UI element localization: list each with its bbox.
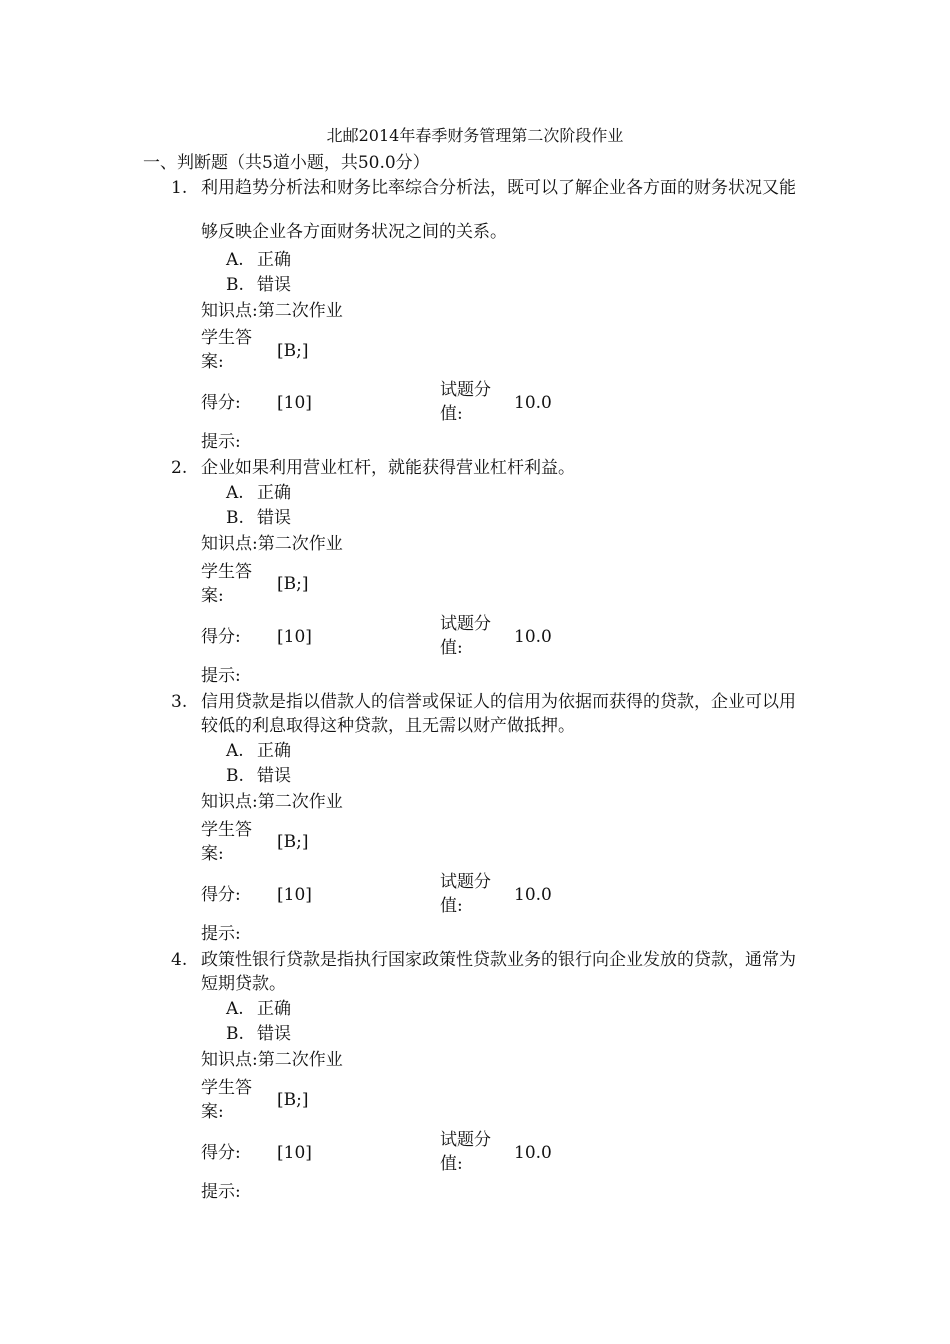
question-text: 信用贷款是指以借款人的信誉或保证人的信用为依据而获得的贷款，企业可以用较低的利息取得这种贷款，且无需以财产做抵押。 <box>201 692 796 736</box>
question-value-label: 试题分值: <box>440 872 491 916</box>
question-value: 10.0 <box>514 627 552 647</box>
page-title: 北邮2014年春季财务管理第二次阶段作业 <box>326 126 624 145</box>
score-label: 得分: <box>201 393 241 413</box>
knowledge-value: 第二次作业 <box>257 792 343 812</box>
knowledge-label: 知识点: <box>201 792 258 812</box>
question-value: 10.0 <box>514 885 552 905</box>
knowledge-row <box>201 790 343 814</box>
student-answer-value: [B;] <box>277 341 309 361</box>
option-letter: A. <box>226 999 244 1019</box>
student-answer-label: 学生答案: <box>201 820 252 864</box>
section-heading: 一、判断题（共5道小题，共50.0分） <box>143 153 430 173</box>
hint-row <box>201 664 241 688</box>
hint-row <box>201 1180 241 1204</box>
option-text: 错误 <box>257 275 291 295</box>
score-label: 得分: <box>201 1143 241 1163</box>
option-b <box>226 273 291 297</box>
option-b <box>226 506 291 530</box>
score-value: [10] <box>277 393 312 413</box>
question-number: 4. <box>171 950 188 970</box>
knowledge-value: 第二次作业 <box>257 301 343 321</box>
student-answer-label: 学生答案: <box>201 562 252 606</box>
option-text: 正确 <box>257 741 291 761</box>
option-text: 错误 <box>257 1024 291 1044</box>
knowledge-row <box>201 299 343 323</box>
hint-row <box>201 922 241 946</box>
option-text: 正确 <box>257 250 291 270</box>
hint-label: 提示: <box>201 432 241 452</box>
score-value: [10] <box>277 1143 312 1163</box>
hint-row <box>201 430 241 454</box>
option-letter: A. <box>226 483 244 503</box>
score-label: 得分: <box>201 627 241 647</box>
option-a <box>226 739 291 763</box>
option-text: 正确 <box>257 999 291 1019</box>
question-value-label: 试题分值: <box>440 1130 491 1174</box>
student-answer-value: [B;] <box>277 574 309 594</box>
option-letter: B. <box>226 275 244 295</box>
score-value: [10] <box>277 627 312 647</box>
knowledge-label: 知识点: <box>201 534 258 554</box>
option-letter: B. <box>226 766 244 786</box>
knowledge-label: 知识点: <box>201 1050 258 1070</box>
knowledge-value: 第二次作业 <box>257 1050 343 1070</box>
student-answer-label: 学生答案: <box>201 1078 252 1122</box>
question-value: 10.0 <box>514 393 552 413</box>
option-b <box>226 764 291 788</box>
hint-label: 提示: <box>201 666 241 686</box>
option-text: 正确 <box>257 483 291 503</box>
score-value: [10] <box>277 885 312 905</box>
student-answer-value: [B;] <box>277 1090 309 1110</box>
knowledge-row <box>201 532 343 556</box>
knowledge-row <box>201 1048 343 1072</box>
hint-label: 提示: <box>201 1182 241 1202</box>
option-a <box>226 997 291 1021</box>
question-text: 利用趋势分析法和财务比率综合分析法，既可以了解企业各方面的财务状况又能够反映企业各方面财务状况之间的关系。 <box>201 178 796 242</box>
option-letter: B. <box>226 1024 244 1044</box>
question-value: 10.0 <box>514 1143 552 1163</box>
question-number: 3. <box>171 692 188 712</box>
option-b <box>226 1022 291 1046</box>
question-value-label: 试题分值: <box>440 614 491 658</box>
option-letter: A. <box>226 250 244 270</box>
hint-label: 提示: <box>201 924 241 944</box>
option-text: 错误 <box>257 508 291 528</box>
option-letter: B. <box>226 508 244 528</box>
question-number: 1. <box>171 178 188 198</box>
student-answer-value: [B;] <box>277 832 309 852</box>
question-value-label: 试题分值: <box>440 380 491 424</box>
question-number: 2. <box>171 458 188 478</box>
knowledge-label: 知识点: <box>201 301 258 321</box>
question-text: 企业如果利用营业杠杆，就能获得营业杠杆利益。 <box>201 458 575 478</box>
option-text: 错误 <box>257 766 291 786</box>
student-answer-label: 学生答案: <box>201 328 252 372</box>
option-letter: A. <box>226 741 244 761</box>
knowledge-value: 第二次作业 <box>257 534 343 554</box>
option-a <box>226 481 291 505</box>
question-text: 政策性银行贷款是指执行国家政策性贷款业务的银行向企业发放的贷款，通常为短期贷款。 <box>201 950 796 994</box>
score-label: 得分: <box>201 885 241 905</box>
option-a <box>226 248 291 272</box>
